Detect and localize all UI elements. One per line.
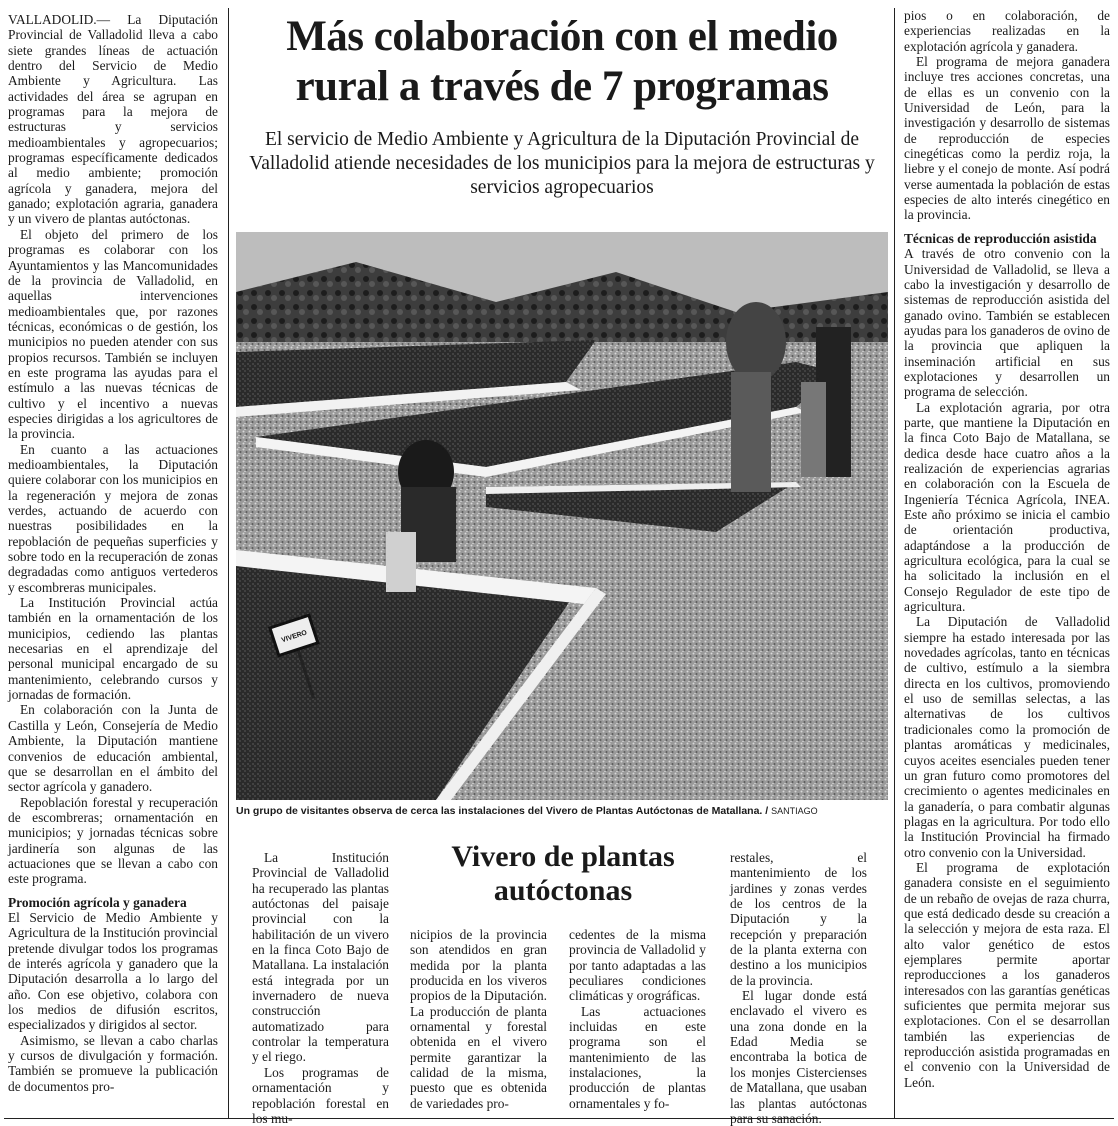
paragraph: A través de otro convenio con la Universidad de Valladolid, se lleva a cabo la investigación y desarrollo de sistemas de reproducción asistida del ganado ovino. También se establecen ayudas para los ganaderos de ovino de la provincia que apliquen la inseminación artificial en sus explotaciones y desarrollen un programa de selección.: [904, 246, 1110, 400]
paragraph: Las actuaciones incluidas en este programa son el mantenimiento de las instalaciones, la producción de plantas ornamentales y fo-: [569, 1003, 706, 1111]
column-sidebar-1: [252, 850, 389, 1126]
paragraph: En colaboración con la Junta de Castilla y León, Consejería de Medio Ambiente, la Diputación mantiene convenios de educación ambiental, que se desarrollan en el ámbito del sector agrícola y ganadero.: [8, 702, 218, 795]
column-sidebar-3: [569, 927, 706, 1111]
paragraph: El lugar donde está enclavado el vivero es una zona donde en la Edad Media se encontraba la botica de los monjes Cistercienses de Matallana, que usaban las plantas autóctonas para su sanación.: [730, 988, 867, 1126]
paragraph: pios o en colaboración, de experiencias realizadas en la explotación agrícola y ganadera.: [904, 8, 1110, 54]
paragraph: El programa de mejora ganadera incluye tres acciones concretas, una de ellas es un convenio con la Universidad de León, para la investigación y desarrollo de sistemas de reproducción de especies cinegéticas como la perdiz roja, la liebre y el conejo de monte. Así podrá verse aumentada la población de estas especies de alto interés cinegético en la provincia.: [904, 54, 1110, 223]
column-rule: [894, 8, 895, 1118]
paragraph: restales, el mantenimiento de los jardines y zonas verdes de los centros de la Diputación y la recepción y preparación de la planta externa con destino a los municipios de la provincia.: [730, 850, 867, 988]
bottom-rule: [4, 1118, 1114, 1119]
paragraph: VALLADOLID.— La Diputación Provincial de Valladolid lleva a cabo siete grandes líneas de actuación dentro del Servicio de Medio Ambiente y Agricultura. Las actividades del área se agrupan en programas para la mejora de estructuras y servicios medioambientales y agropecuarios; programas específicamente dedicados al medio ambiente; promoción agrícola y ganadera, mejora del ganado; explotación agraria, ganadera y un vivero de plantas autóctonas.: [8, 12, 218, 227]
paragraph: nicipios de la provincia son atendidos en gran medida por la planta producida en los viveros propios de la Diputación. La producción de planta ornamental y forestal obtenida en el vivero permite garantizar la calidad de la misma, puesto que es obtenida de variedades pro-: [410, 927, 547, 1111]
paragraph: Asimismo, se llevan a cabo charlas y cursos de divulgación y formación. También se promueve la publicación de documentos pro-: [8, 1032, 218, 1094]
subheadline: El servicio de Medio Ambiente y Agricultura de la Diputación Provincial de Valladolid atiende necesidades de los municipios para la mejora de estructuras y servicios agropecuarios: [249, 129, 875, 198]
paragraph: La Institución Provincial actúa también en la ornamentación de los municipios, cediendo las plantas necesarias en el aprendizaje del personal municipal encargado de su mantenimiento, celebrando cursos y jornadas de formación.: [8, 595, 218, 703]
paragraph: La Diputación de Valladolid siempre ha estado interesada por las novedades agrícolas, tanto en técnicas de cultivo, estímulo a la siembra directa en los cultivos, promoviendo el uso de semillas selectas, a las alternativas de los cultivos tradicionales como la promoción de plantas aromáticas y medicinales, cuyos aceites esenciales pueden tener un gran futuro como promotores del crecimiento o agentes medicinales en la ganadería, o para combatir algunas plagas en la agricultura. Por todo ello la Institución Provincial ha firmado otro convenio con la Universidad.: [904, 614, 1110, 860]
paragraph: La explotación agraria, por otra parte, que mantiene la Diputación en la finca Coto Bajo de Matallana, se dedica desde hace cuatro años a la realización de experiencias agrarias en colaboración con la Escuela de Ingeniería Técnica Agrícola, INEA. Este año próximo se inicia el cambio de orientación productiva, adaptándose a la producción de agricultura ecológica, para la cual se ha solicitado la inclusión en el Consejo Regulador de este tipo de agricultura.: [904, 399, 1110, 615]
column-rule: [228, 8, 229, 1118]
photo-vivero: [236, 232, 888, 800]
section-heading: Técnicas de reproducción asistida: [904, 230, 1097, 246]
photo-caption: [236, 805, 888, 817]
column-right: [904, 8, 1110, 1090]
paragraph: cedentes de la misma provincia de Valladolid y por tanto adaptadas a las peculiares condiciones climáticas y orográficas.: [569, 927, 706, 1004]
paragraph: El Servicio de Medio Ambiente y Agricultura de la Institución provincial pretende divulgar todos los programas de interés agrícola y ganadero que la Diputación desarrolla a lo largo del año. Con ese objetivo, colabora con los medios de difusión escritos, especializados y dirigidos al sector.: [8, 909, 218, 1033]
paragraph: Los programas de ornamentación y repoblación forestal en los mu-: [252, 1064, 389, 1126]
paragraph: En cuanto a las actuaciones medioambientales, la Diputación quiere colaborar con los municipios en la regeneración y mejora de zonas verdes, actuando de acuerdo con nuestras posibilidades en la repoblación de pequeñas superficies y sobre todo en la recuperación de zonas degradadas como antiguos vertederos y escombreras municipales.: [8, 441, 218, 595]
section-heading: Promoción agrícola y ganadera: [8, 894, 187, 910]
sidebar-title: Vivero de plantas autóctonas: [451, 840, 675, 907]
paragraph: Repoblación forestal y recuperación de escombreras; ornamentación en municipios; y jornadas técnicas sobre jardinería son algunas de las actuaciones que se llevan a cabo con este programa.: [8, 794, 218, 887]
column-left: [8, 12, 218, 1094]
photo-credit: SANTIAGO: [771, 806, 818, 816]
photo-sign-text: VIVERO: [280, 629, 308, 645]
headline: Más colaboración con el medio rural a través de 7 programas: [286, 13, 838, 110]
paragraph: La Institución Provincial de Valladolid ha recuperado las plantas autóctonas del paisaje provincial con la habilitación de un vivero en la finca Coto Bajo de Matallana. La instalación está integrada por un invernadero de nueva construcción automatizado para controlar la temperatura y el riego.: [252, 850, 389, 1065]
paragraph: El programa de explotación ganadera consiste en el seguimiento de un rebaño de ovejas de raza churra, que está dedicado desde su creación a la selección y mejora de esta raza. El alto valor genético de estos ejemplares permite aportar reproducciones a los ganaderos interesados con las garantías genéticas suficientes que permita mejorar sus explotaciones. Con el se desarrollan también las experiencias de reproducción asistida programadas en el convenio con la Universidad de León.: [904, 859, 1110, 1090]
column-sidebar-2: [410, 927, 547, 1111]
photo-illustration: [236, 232, 888, 800]
paragraph: El objeto del primero de los programas es colaborar con los Ayuntamientos y las Mancomunidades de la provincia de Valladolid, en aquellas intervenciones medioambientales que, por razones técnicas, económicas o de gestión, los municipios no pueden atender con sus propios recursos. También se incluyen en este programa las ayudas para el estímulo a las nuevas técnicas de cultivo y el incentivo a nuevas especies dirigidas a los agricultores de la provincia.: [8, 226, 218, 442]
caption-text: Un grupo de visitantes observa de cerca las instalaciones del Vivero de Plantas Autóctonas de Matallana. /: [236, 805, 769, 817]
column-sidebar-4: [730, 850, 867, 1126]
